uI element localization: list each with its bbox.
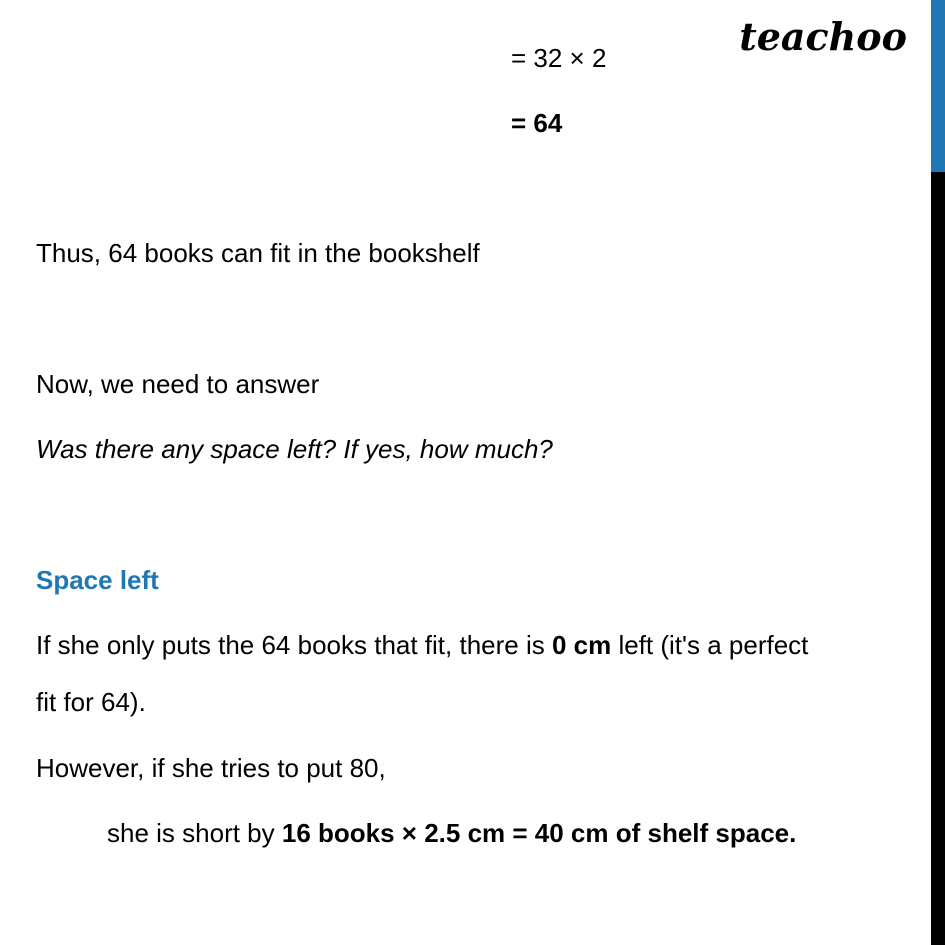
paragraph-1-bold: 0 cm (551, 630, 612, 660)
paragraph-1-pre: If she only puts the 64 books that fit, there is (36, 630, 552, 660)
scrollbar-thumb[interactable] (931, 0, 945, 172)
conclusion-text: Thus, 64 books can fit in the bookshelf (36, 238, 480, 268)
paragraph-3-pre: she is short by (107, 818, 282, 848)
calc-line-1: = 32 × 2 (511, 43, 607, 73)
paragraph-1-line-2: fit for 64). (36, 687, 146, 717)
paragraph-1 (36, 629, 808, 661)
paragraph-1-post: left (it's a perfect (611, 630, 809, 660)
paragraph-2: However, if she tries to put 80, (36, 753, 386, 783)
question-text: Was there any space left? If yes, how much? (36, 434, 553, 464)
paragraph-3 (107, 817, 796, 849)
now-text: Now, we need to answer (36, 369, 320, 399)
teachoo-logo: teachoo (739, 14, 907, 59)
paragraph-3-bold: 16 books × 2.5 cm = 40 cm of shelf space. (281, 818, 797, 848)
section-heading: Space left (36, 565, 159, 595)
calc-result: = 64 (511, 108, 563, 138)
